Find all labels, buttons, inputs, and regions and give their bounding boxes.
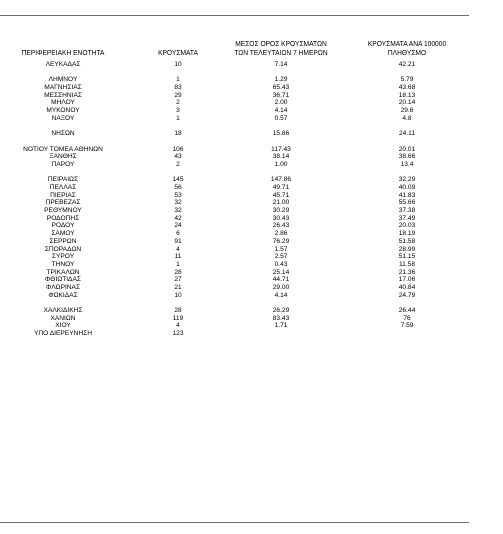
row-spacer [0,299,480,307]
cell-cases: 56 [174,184,182,191]
cell-region: ΥΠΟ ΔΙΕΡΕΥΝΗΣΗ [34,330,92,338]
cell-per100k: 20.14 [398,99,416,107]
cell-avg: 36.71 [272,91,290,99]
cell-region: ΠΕΙΡΑΙΩΣ [47,176,79,184]
table-row [0,330,480,338]
cell-per100k: 26.44 [398,307,416,314]
cell-region: ΧΑΝΙΩΝ [50,314,76,322]
cell-cases: 43 [174,153,182,161]
cell-region: ΞΑΝΘΗΣ [49,153,77,161]
cell-avg: 147.86 [270,176,292,184]
cell-cases: 21 [174,283,182,291]
cell-avg: 38.14 [272,153,290,161]
table-row [0,261,480,269]
cell-per100k: 37.38 [398,207,416,215]
cell-cases: 4 [176,322,180,330]
cell-avg: 45.71 [272,191,290,199]
cell-cases: 28 [174,268,182,276]
cell-cases: 83 [174,84,182,92]
cell-per100k: 18.13 [398,91,416,99]
table-row [0,176,480,184]
cell-cases: 106 [172,145,184,153]
cell-per100k: 13.4 [400,160,414,168]
header-region: ΠΕΡΙΦΕΡΕΙΑΚΗ ΕΝΟΤΗΤΑ [21,50,105,57]
cell-region: ΠΑΡΟΥ [51,160,75,168]
table-row [0,192,480,200]
cell-per100k: 55.66 [398,199,416,207]
cell-region: ΣΑΜΟΥ [51,230,75,238]
table-row [0,92,480,100]
cell-region: ΧΙΟΥ [55,322,71,330]
cell-region: ΧΑΛΚΙΔΙΚΗΣ [43,307,83,314]
cell-per100k: 43.68 [398,84,416,92]
cell-region: ΣΕΡΡΩΝ [49,237,77,245]
table-row [0,269,480,277]
table-row [0,215,480,223]
cell-cases: 18 [174,130,182,138]
header-avg-line2: ΤΩΝ ΤΕΛΕΥΤΑΙΩΝ 7 ΗΜΕΡΩΝ [234,50,328,57]
cell-avg: 65.43 [272,84,290,92]
cases-table [0,61,480,338]
cell-per100k: 5.79 [400,76,414,84]
cell-per100k: 28.99 [398,245,416,253]
cell-per100k: 24.11 [398,130,415,138]
cell-cases: 4 [176,245,180,253]
cell-avg: 26.43 [272,222,290,230]
cell-cases: 10 [174,61,182,68]
table-row [0,99,480,107]
cell-region: ΡΟΔΟΠΗΣ [46,214,80,222]
cell-cases: 29 [174,91,182,99]
row-spacer [0,69,480,77]
table-row [0,246,480,254]
cell-avg: 49.71 [272,184,290,191]
cell-region: ΣΠΟΡΑΔΩΝ [44,245,82,253]
cell-region: ΠΕΛΛΑΣ [49,184,77,191]
cell-cases: 24 [174,222,182,230]
cell-avg: 21.00 [272,199,290,207]
cell-region: ΜΑΓΝΗΣΙΑΣ [44,84,82,92]
cell-cases: 32 [174,207,182,215]
cell-per100k: 32.29 [398,176,416,184]
header-per100k-line1: ΚΡΟΥΣΜΑΤΑ ΑΝΑ 100000 [367,41,447,48]
cell-per100k: 21.36 [398,268,416,276]
cell-avg: 1.29 [274,76,288,84]
cell-avg: 30.29 [272,207,290,215]
table-row [0,161,480,169]
cell-avg: 2.00 [274,99,288,107]
cell-per100k: 20.03 [398,222,416,230]
table-row [0,84,480,92]
table-row [0,292,480,300]
table-row [0,115,480,123]
cell-per100k: 20.01 [398,145,416,153]
header-per100k-line2: ΠΛΗΘΥΣΜΟ [387,50,427,57]
cell-region: ΠΡΕΒΕΖΑΣ [45,199,81,207]
cell-avg: 29.00 [272,283,290,291]
table-row [0,153,480,161]
cell-region: ΛΗΜΝΟΥ [48,76,78,84]
cell-avg: 25.14 [272,268,290,276]
cell-avg: 7.14 [274,61,288,68]
table-row [0,184,480,192]
cell-per100k: 51.15 [398,253,416,261]
cell-avg: 15.86 [272,130,290,138]
table-row [0,230,480,238]
cell-per100k: 24.79 [398,291,416,299]
cell-avg: 117.43 [271,145,291,153]
cell-region: ΡΟΔΟΥ [51,222,75,230]
table-row [0,146,480,154]
table-row [0,61,480,69]
cell-per100k: 38.66 [398,153,416,161]
cell-cases: 53 [174,191,182,199]
cell-cases: 27 [174,276,182,284]
cell-region: ΤΡΙΚΑΛΩΝ [46,268,80,276]
cell-cases: 42 [174,214,182,222]
cell-per100k: 29.6 [400,107,414,115]
cell-per100k: 7.59 [400,322,414,330]
table-row [0,238,480,246]
cell-region: ΝΗΣΩΝ [51,130,75,138]
cell-per100k: 41.83 [398,191,416,199]
cell-avg: 0.57 [274,114,288,122]
header-avg-line1: ΜΕΣΟΣ ΟΡΟΣ ΚΡΟΥΣΜΑΤΩΝ [235,41,327,48]
cell-avg: 1.71 [274,322,288,330]
cell-cases: 91 [174,237,182,245]
table-row [0,76,480,84]
table-row [0,107,480,115]
cell-cases: 3 [176,107,180,115]
table-row [0,253,480,261]
cell-cases: 1 [176,260,180,268]
table-row [0,322,480,330]
cell-region: ΜΥΚΟΝΟΥ [46,107,80,115]
cell-per100k: 4.8 [402,114,412,122]
cell-per100k: 51.58 [398,237,416,245]
table-row [0,207,480,215]
cell-avg: 76.29 [272,237,290,245]
cell-avg: 4.14 [274,291,288,299]
cell-region: ΡΕΘΥΜΝΟΥ [44,207,82,215]
cell-per100k: 37.49 [398,214,416,222]
cell-cases: 119 [172,314,184,322]
bottom-rule [0,522,469,523]
cell-region: ΣΥΡΟΥ [51,253,75,261]
cell-avg: 4.14 [274,107,288,115]
cell-avg: 0.43 [274,260,288,268]
table-row [0,307,480,315]
cell-region: ΦΘΙΩΤΙΔΑΣ [45,276,81,284]
cell-region: ΤΗΝΟΥ [51,260,75,268]
table-row [0,199,480,207]
cell-cases: 2 [176,160,180,168]
cell-avg: 30.43 [272,214,290,222]
row-spacer [0,138,480,146]
cell-avg: 44.71 [272,276,290,284]
row-spacer [0,123,480,131]
cell-region: ΝΟΤΙΟΥ ΤΟΜΕΑ ΑΘΗΝΩΝ [23,145,103,153]
cell-per100k: 40.09 [398,184,416,191]
cell-region: ΦΛΩΡΙΝΑΣ [45,283,81,291]
table-row [0,315,480,323]
top-rule [0,15,469,16]
cell-cases: 145 [172,176,184,184]
table-row [0,284,480,292]
cell-per100k: 11.58 [398,260,415,268]
cell-region: ΝΑΞΟΥ [51,114,75,122]
row-spacer [0,169,480,177]
cell-per100k: 17.06 [398,276,416,284]
header-avg [232,40,331,58]
cell-per100k: 18.19 [398,230,416,238]
table-row [0,222,480,230]
cell-avg: 2.86 [274,230,288,238]
cell-cases: 11 [174,253,182,261]
cell-cases: 123 [172,330,184,338]
cell-cases: 1 [176,76,180,84]
cell-cases: 32 [174,199,182,207]
cell-cases: 28 [174,307,182,314]
cell-per100k: 76 [403,314,411,322]
cell-cases: 6 [176,230,180,238]
cell-avg: 83.43 [272,314,290,322]
cell-region: ΜΗΛΟΥ [51,99,75,107]
cell-avg: 26.29 [272,307,290,314]
cell-region: ΠΙΕΡΙΑΣ [50,191,76,199]
cell-per100k: 42.21 [398,61,416,68]
cell-region: ΛΕΥΚΑΔΑΣ [45,61,81,68]
header-per100k [346,40,468,58]
cell-region: ΦΩΚΙΔΑΣ [48,291,78,299]
header-cases: ΚΡΟΥΣΜΑΤΑ [158,50,198,57]
cell-per100k: 40.84 [398,283,416,291]
table-row [0,130,480,138]
cell-avg: 1.57 [274,245,288,253]
cell-region: ΜΕΣΣΗΝΙΑΣ [44,91,82,99]
cell-cases: 10 [174,291,182,299]
cell-cases: 2 [176,99,180,107]
cell-avg: 2.57 [274,253,288,261]
table-row [0,276,480,284]
cell-cases: 1 [176,114,180,122]
cell-avg: 1.00 [274,160,288,168]
